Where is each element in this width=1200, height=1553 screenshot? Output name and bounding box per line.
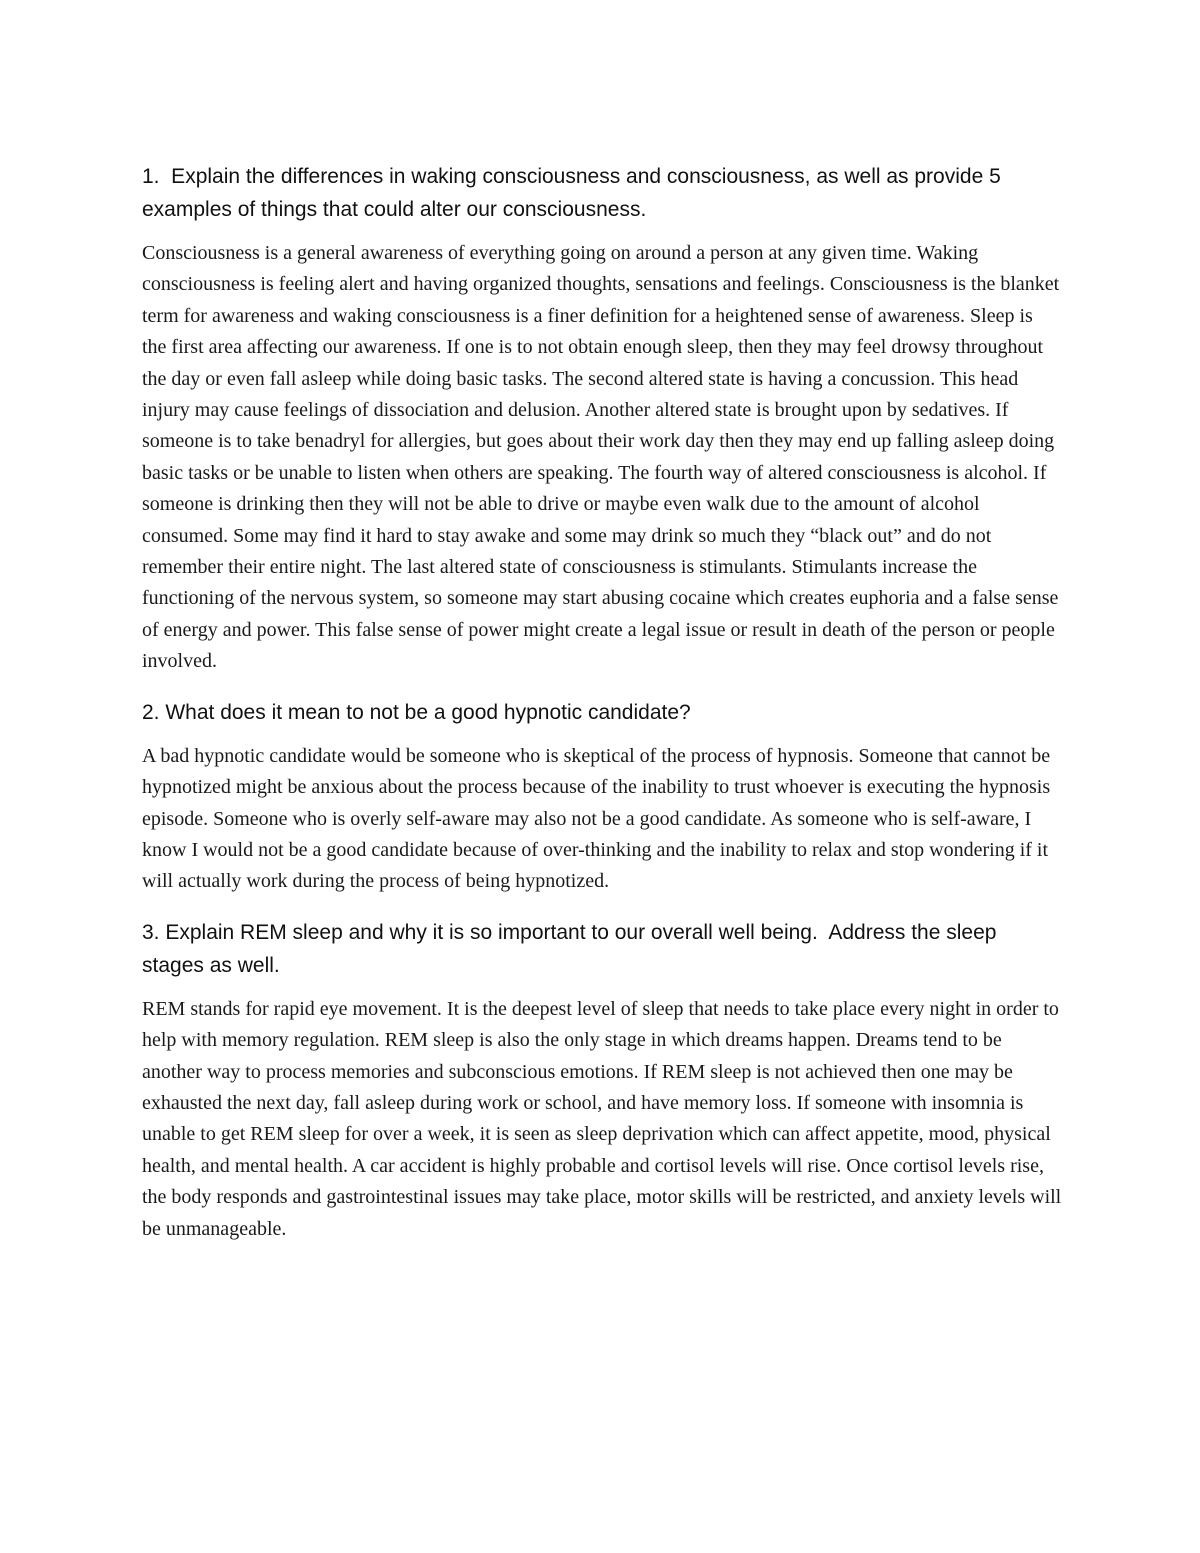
section-2 (142, 696, 1062, 898)
question-1-heading: 1. Explain the differences in waking consciousness and consciousness, as well as provide 5 examples of things that could alter our consciousness. (142, 165, 1007, 221)
question-3-heading: 3. Explain REM sleep and why it is so important to our overall well being. Address the sleep stages as well. (142, 920, 1003, 977)
question-2-heading: 2. What does it mean to not be a good hypnotic candidate? (142, 700, 691, 724)
answer-1-paragraph: Consciousness is a general awareness of everything going on around a person at any given time. Waking consciousness is feeling alert and having organized thoughts, sensations and feelings. Consciousness is the blanket term for awareness and waking consciousness is a finer definition for a heightened sense of awareness. Sleep is the first area affecting our awareness. If one is to not obtain enough sleep, then they may feel drowsy throughout the day or even fall asleep while doing basic tasks. The second altered state is having a concussion. This head injury may cause feelings of dissociation and delusion. Another altered state is brought upon by sedatives. If someone is to take benadryl for allergies, but goes about their work day then they may end up falling asleep doing basic tasks or be unable to listen when others are speaking. The fourth way of altered consciousness is alcohol. If someone is drinking then they will not be able to drive or maybe even walk due to the amount of alcohol consumed. Some may find it hard to stay awake and some may drink so much they “black out” and do not remember their entire night. The last altered state of consciousness is stimulants. Stimulants increase the functioning of the nervous system, so someone may start abusing cocaine which creates euphoria and a false sense of energy and power. This false sense of power might create a legal issue or result in death of the person or people involved. (142, 242, 1060, 673)
answer-2-paragraph: A bad hypnotic candidate would be someone who is skeptical of the process of hypnosis. Someone that cannot be hypnotized might be anxious about the process because of the inability to trust whoever is executing the hypnosis episode. Someone who is overly self-aware may also not be a good candidate. As someone who is self-aware, I know I would not be a good candidate because of over-thinking and the inability to relax and stop wondering if it will actually work during the process of being hypnotized. (142, 744, 1051, 893)
answer-3-paragraph: REM stands for rapid eye movement. It is the deepest level of sleep that needs to take place every night in order to help with memory regulation. REM sleep is also the only stage in which dreams happen. Dreams tend to be another way to process memories and subconscious emotions. If REM sleep is not achieved then one may be exhausted the next day, fall asleep during work or school, and have memory loss. If someone with insomnia is unable to get REM sleep for over a week, it is seen as sleep deprivation which can affect appetite, mood, physical health, and mental health. A car accident is highly probable and cortisol levels will rise. Once cortisol levels rise, the body responds and gastrointestinal issues may take place, motor skills will be restricted, and anxiety levels will be unmanageable. (142, 997, 1062, 1240)
section-1 (142, 160, 1062, 678)
document-body (142, 160, 1062, 1263)
section-3 (142, 916, 1062, 1245)
